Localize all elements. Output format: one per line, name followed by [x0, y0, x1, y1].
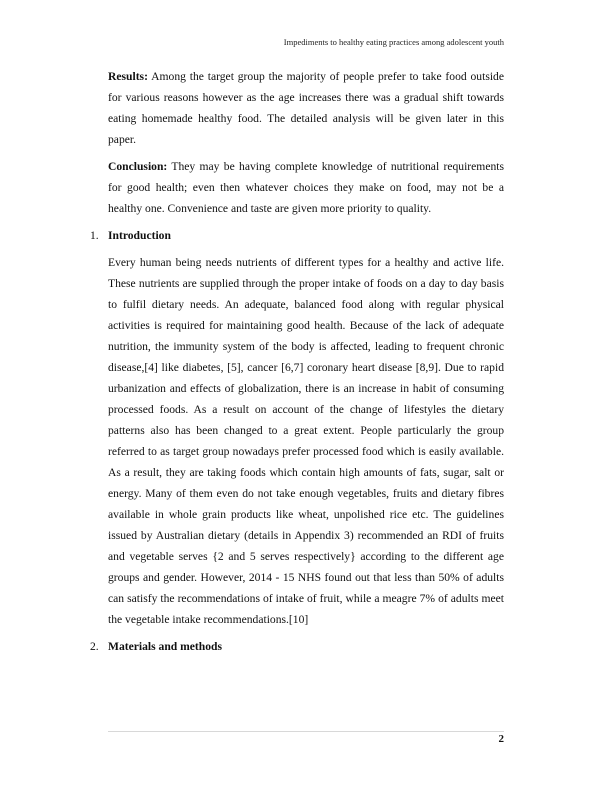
introduction-paragraph: Every human being needs nutrients of different types for a healthy and active life. These nutrients are supplied through the proper intake of foods on a day to day basis to fulfil dietary needs. An adequate, balanced food along with regular physical activities is required for maintaining good health. Because of the lack of adequate nutrition, the immunity system of the body is affected, leading to frequent chronic disease,[4] like diabetes, [5], cancer [6,7] coronary heart disease [8,9]. Due to rapid urbanization and effects of globalization, there is an increase in habit of consuming processed foods. As a result on account of the change of lifestyles the dietary patterns also has been changed to a great extent. People particularly the group referred to as target group nowadays prefer processed food which is easily available. As a result, they are taking foods which contain high amounts of fats, sugar, salt or energy. Many of them even do not take enough vegetables, fruits and dietary fibres available in whole grain products like wheat, unpolished rice etc. The guidelines issued by Australian dietary (details in Appendix 3) recommended an RDI of fruits and vegetable serves {2 and 5 serves respectively} according to the different age groups and gender. However, 2014 - 15 NHS found out that less than 50% of adults can satisfy the recommendations of intake of fruit, while a meagre 7% of adults meet the vegetable intake recommendations.[10] [108, 256, 504, 626]
section-number: 2. [90, 640, 99, 653]
page-content [90, 66, 504, 663]
results-paragraph [108, 66, 504, 150]
running-header: Impediments to healthy eating practices among adolescent youth [283, 37, 504, 47]
footer-divider [108, 731, 504, 732]
conclusion-text: They may be having complete knowledge of nutritional requirements for good health; even then whatever choices they make on food, may not be a healthy one. Convenience and taste are given more priority to quality. [108, 160, 504, 215]
section-title: Introduction [108, 229, 171, 242]
section-title: Materials and methods [108, 640, 223, 653]
section-heading-introduction [90, 225, 504, 246]
section-number: 1. [90, 229, 99, 242]
results-text: Among the target group the majority of people prefer to take food outside for various reasons however as the age increases there was a gradual shift towards eating homemade healthy food. The detailed analysis will be given later in this paper. [108, 70, 504, 146]
section-heading-methods [90, 636, 504, 657]
page-number: 2 [498, 733, 504, 745]
conclusion-label: Conclusion: [108, 160, 168, 173]
results-label: Results: [108, 70, 148, 83]
conclusion-paragraph [108, 156, 504, 219]
